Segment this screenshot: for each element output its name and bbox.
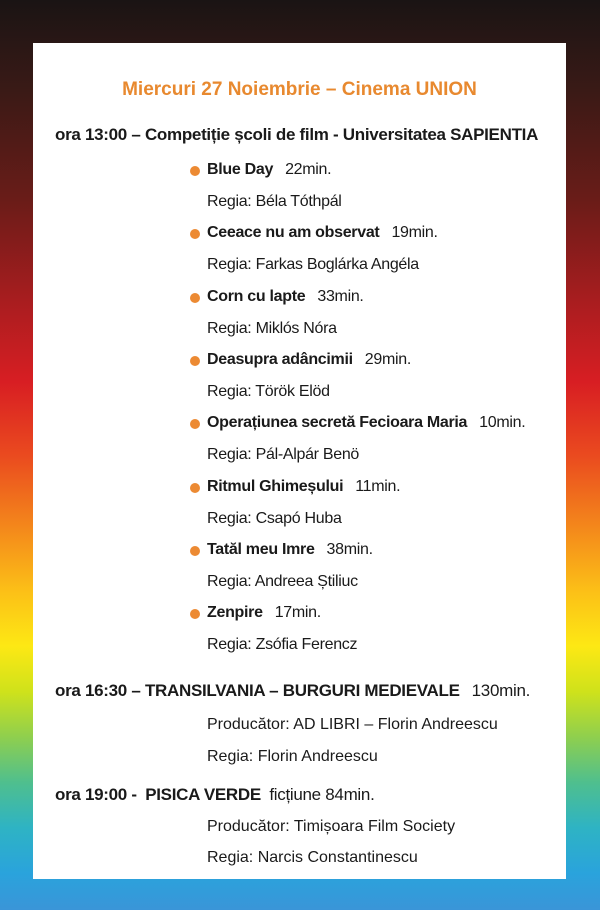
film-item [207, 161, 331, 179]
film-item [207, 541, 373, 559]
session3-time: ora 19:00 - [55, 785, 137, 804]
session3-producer: Producător: Timișoara Film Society [207, 818, 456, 835]
film-title: Deasupra adâncimii [207, 350, 353, 368]
film-director: Regia: Andreea Știliuc [207, 572, 358, 590]
bullet-icon [190, 419, 200, 429]
film-duration: 10min. [479, 414, 526, 432]
bullet-icon [190, 356, 200, 366]
film-duration: 38min. [326, 540, 373, 558]
film-director: Regia: Török Elöd [207, 382, 330, 400]
session2-heading: ora 16:30 – TRANSILVANIA – BURGURI MEDIEVALE [55, 681, 460, 700]
film-duration: 29min. [364, 350, 412, 368]
film-duration: 11min. [355, 477, 401, 495]
session3-heading-row [55, 785, 375, 805]
film-duration: 19min. [391, 224, 438, 242]
film-item [207, 351, 411, 369]
session2-duration: 130min. [471, 681, 531, 700]
film-director: Regia: Farkas Boglárka Angéla [207, 256, 419, 274]
film-director: Regia: Csapó Huba [207, 509, 342, 527]
session3-film: PISICA VERDE [145, 785, 261, 804]
bullet-icon [190, 293, 200, 303]
film-title: Blue Day [207, 161, 274, 178]
film-director: Regia: Zsófia Ferencz [207, 636, 358, 654]
bullet-icon [190, 229, 200, 239]
film-director: Regia: Béla Tóthpál [207, 193, 342, 210]
session3-director: Regia: Narcis Constantinescu [207, 849, 418, 866]
bullet-icon [190, 609, 200, 619]
film-duration: 17min. [274, 604, 321, 622]
film-director: Regia: Pál-Alpár Benö [207, 446, 360, 464]
film-title: Corn cu lapte [207, 287, 306, 305]
page-title: Miercuri 27 Noiembrie – Cinema UNION [122, 79, 477, 100]
session2-director: Regia: Florin Andreescu [207, 748, 378, 765]
film-item [207, 288, 364, 306]
film-title: Ceeace nu am observat [207, 224, 380, 242]
program-panel [33, 43, 566, 879]
session2-producer: Producător: AD LIBRI – Florin Andreescu [207, 716, 498, 733]
bullet-icon [190, 546, 200, 556]
film-duration: 33min. [317, 287, 364, 305]
film-title: Zenpire [207, 604, 263, 622]
bullet-icon [190, 483, 200, 493]
film-item [207, 414, 525, 432]
film-duration: 22min. [285, 161, 332, 178]
session3-genre: ficțiune 84min. [269, 785, 375, 804]
film-director: Regia: Miklós Nóra [207, 319, 337, 337]
bullet-icon [190, 166, 200, 176]
film-item [207, 604, 321, 622]
film-title: Tatăl meu Imre [207, 540, 315, 558]
film-title: Ritmul Ghimeșului [207, 477, 344, 495]
film-item [207, 224, 438, 242]
film-item [207, 478, 400, 496]
session2-heading-row [55, 681, 530, 701]
film-title: Operațiunea secretă Fecioara Maria [207, 414, 468, 432]
session1-heading: ora 13:00 – Competiție școli de film - Universitatea SAPIENTIA [55, 125, 539, 144]
